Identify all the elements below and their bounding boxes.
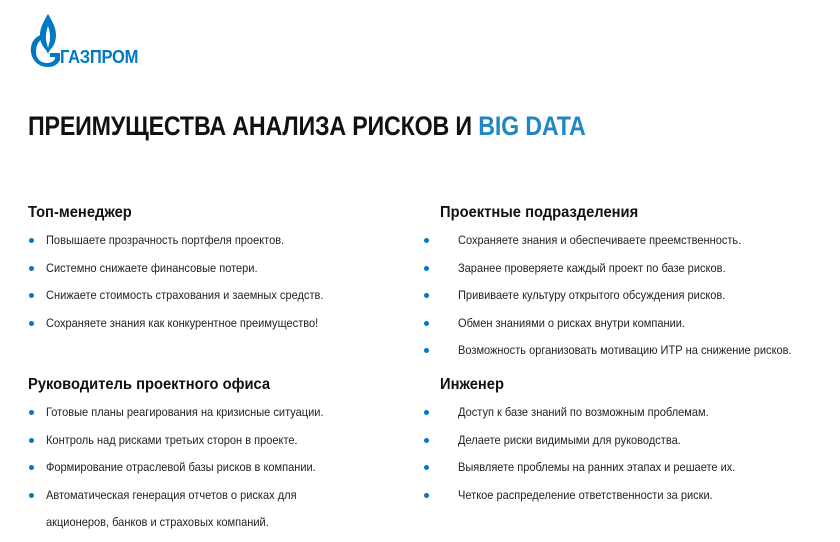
bullet-list — [440, 399, 759, 509]
logo-text: ГАЗПРОМ — [60, 47, 139, 67]
list-item: Автоматическая генерация отчетов о рисках для акционеров, банков и страховых компаний. — [28, 482, 348, 537]
list-item: Повышаете прозрачность портфеля проектов. — [28, 227, 348, 255]
list-item: Обмен знаниями о рисках внутри компании. — [440, 310, 821, 338]
list-item: Снижаете стоимость страхования и заемных средств. — [28, 282, 348, 310]
bullet-icon — [29, 465, 34, 470]
list-item: Сохраняете знания как конкурентное преимущество! — [28, 310, 348, 338]
list-item: Формирование отраслевой базы рисков в компании. — [28, 454, 348, 482]
bullet-icon — [424, 321, 429, 326]
section-top-manager — [28, 204, 348, 337]
section-heading: Топ-менеджер — [28, 204, 132, 221]
list-item: Готовые планы реагирования на кризисные ситуации. — [28, 399, 348, 427]
list-item: Делаете риски видимыми для руководства. — [440, 427, 759, 455]
section-heading: Инженер — [440, 376, 504, 393]
bullet-icon — [424, 293, 429, 298]
section-heading: Проектные подразделения — [440, 204, 639, 221]
list-item: Четкое распределение ответственности за риски. — [440, 482, 759, 510]
page-title — [28, 111, 586, 142]
list-item: Возможность организовать мотивацию ИТР на снижение рисков. — [440, 337, 821, 365]
bullet-icon — [424, 410, 429, 415]
bullet-list — [440, 227, 821, 365]
bullet-icon — [424, 348, 429, 353]
bullet-icon — [424, 493, 429, 498]
section-engineer — [440, 376, 759, 509]
bullet-icon — [424, 465, 429, 470]
bullet-icon — [29, 293, 34, 298]
list-item: Выявляете проблемы на ранних этапах и решаете их. — [440, 454, 759, 482]
bullet-icon — [424, 238, 429, 243]
gas-flame-icon — [28, 12, 64, 70]
bullet-icon — [29, 438, 34, 443]
bullet-icon — [29, 410, 34, 415]
title-main: ПРЕИМУЩЕСТВА АНАЛИЗА РИСКОВ И — [28, 111, 472, 141]
list-item: Прививаете культуру открытого обсуждения рисков. — [440, 282, 821, 310]
section-heading: Руководитель проектного офиса — [28, 376, 271, 393]
gazprom-logo — [28, 12, 168, 72]
list-item: Контроль над рисками третьих сторон в проекте. — [28, 427, 348, 455]
section-project-departments — [440, 204, 821, 365]
bullet-icon — [29, 266, 34, 271]
bullet-list — [28, 399, 348, 537]
list-item: Доступ к базе знаний по возможным проблемам. — [440, 399, 759, 427]
bullet-icon — [424, 438, 429, 443]
title-accent: BIG DATA — [478, 111, 586, 141]
bullet-icon — [29, 238, 34, 243]
list-item: Сохраняете знания и обеспечиваете преемственность. — [440, 227, 821, 255]
list-item: Заранее проверяете каждый проект по базе рисков. — [440, 255, 821, 283]
bullet-icon — [29, 493, 34, 498]
section-project-office — [28, 376, 348, 537]
bullet-list — [28, 227, 348, 337]
bullet-icon — [29, 321, 34, 326]
bullet-icon — [424, 266, 429, 271]
list-item: Системно снижаете финансовые потери. — [28, 255, 348, 283]
